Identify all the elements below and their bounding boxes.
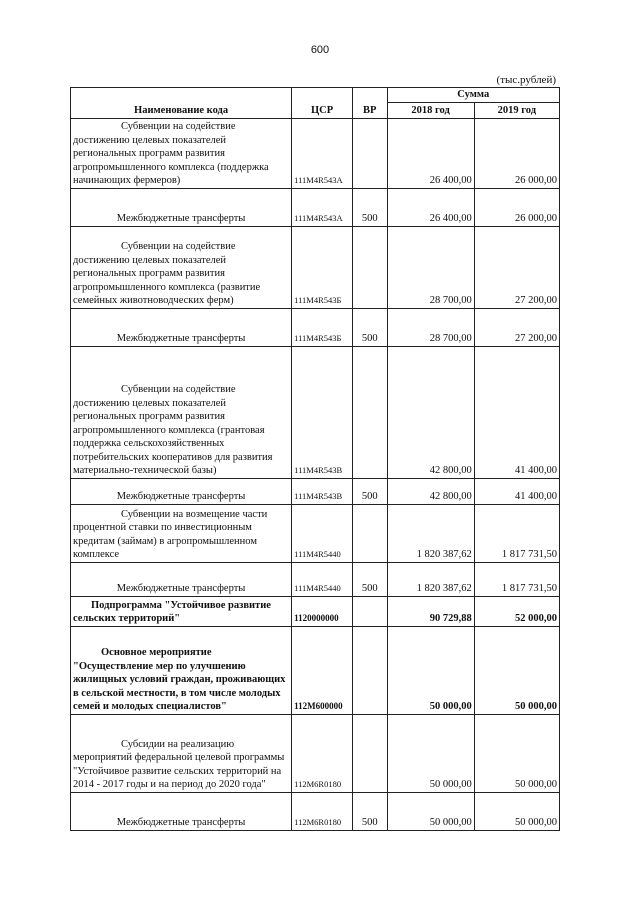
header-csr: ЦСР [292,88,353,119]
row-csr: 111M4R543A [292,118,353,188]
row-2019: 26 000,00 [474,118,559,188]
row-name: Межбюджетные трансферты [71,188,292,226]
row-vr [353,226,387,308]
header-sum: Сумма [387,88,560,103]
row-2019: 27 200,00 [474,226,559,308]
row-vr: 500 [353,792,387,830]
row-2018: 1 820 387,62 [387,504,474,562]
row-2018: 26 400,00 [387,118,474,188]
row-name: Основное мероприятие "Осуществление мер по улучшению жилищных условий граждан, проживающих в сельской местности, в том числе молодых семей и молодых специалистов" [71,626,292,714]
page-number: 600 [310,44,330,56]
row-vr [353,714,387,792]
row-2018: 26 400,00 [387,188,474,226]
row-2019: 1 817 731,50 [474,562,559,596]
row-2018: 90 729,88 [387,596,474,626]
row-2019: 41 400,00 [474,478,559,504]
row-name: Субвенции на содействие достижению целевых показателей региональных программ развития агропромышленного комплекса (развитие семейных животноводческих ферм) [71,226,292,308]
row-vr: 500 [353,188,387,226]
row-name: Межбюджетные трансферты [71,792,292,830]
row-csr: 111M4R543A [292,188,353,226]
units-label: (тыс.рублей) [496,74,556,86]
row-2019: 1 817 731,50 [474,504,559,562]
row-vr [353,346,387,478]
table-row [71,308,560,346]
row-2019: 50 000,00 [474,714,559,792]
table-row [71,596,560,626]
table-row [71,714,560,792]
table-row [71,188,560,226]
row-name: Субвенции на содействие достижению целевых показателей региональных программ развития агропромышленного комплекса (грантовая поддержка сельскохозяйственных потребительских кооперативов для развития материально-технической базы) [71,346,292,478]
row-vr [353,118,387,188]
table-row [71,118,560,188]
row-csr: 111M4R543B [292,346,353,478]
table-row [71,478,560,504]
header-2019: 2019 год [474,102,559,118]
row-2018: 1 820 387,62 [387,562,474,596]
row-2018: 50 000,00 [387,792,474,830]
row-2019: 41 400,00 [474,346,559,478]
row-2019: 52 000,00 [474,596,559,626]
row-2018: 42 800,00 [387,346,474,478]
row-csr: 112M600000 [292,626,353,714]
table-row [71,626,560,714]
row-name: Субвенции на содействие достижению целевых показателей региональных программ развития агропромышленного комплекса (поддержка начинающих фермеров) [71,118,292,188]
row-2019: 50 000,00 [474,792,559,830]
row-csr: 111M4R543Б [292,308,353,346]
row-csr: 112M6R0180 [292,792,353,830]
row-vr: 500 [353,308,387,346]
table-row [71,504,560,562]
row-name: Межбюджетные трансферты [71,562,292,596]
row-2018: 28 700,00 [387,308,474,346]
header-name: Наименование кода [71,88,292,119]
row-csr: 112M6R0180 [292,714,353,792]
row-2018: 28 700,00 [387,226,474,308]
row-csr: 111M4R5440 [292,562,353,596]
row-name: Подпрограмма "Устойчивое развитие сельских территорий" [71,596,292,626]
row-csr: 1120000000 [292,596,353,626]
table-row [71,226,560,308]
budget-table [70,87,560,831]
row-name: Межбюджетные трансферты [71,478,292,504]
table-row [71,562,560,596]
table-row [71,346,560,478]
row-vr: 500 [353,478,387,504]
table-row [71,792,560,830]
header-2018: 2018 год [387,102,474,118]
row-2018: 50 000,00 [387,714,474,792]
row-2018: 42 800,00 [387,478,474,504]
row-2019: 27 200,00 [474,308,559,346]
row-2019: 26 000,00 [474,188,559,226]
row-csr: 111M4R5440 [292,504,353,562]
header-vr: ВР [353,88,387,119]
row-name: Субвенции на возмещение части процентной ставки по инвестиционным кредитам (займам) в агропромышленном комплексе [71,504,292,562]
row-vr [353,596,387,626]
row-vr [353,626,387,714]
row-vr: 500 [353,562,387,596]
row-name: Субсидии на реализацию мероприятий федеральной целевой программы "Устойчивое развитие сельских территорий на 2014 - 2017 годы и на период до 2020 года" [71,714,292,792]
row-2018: 50 000,00 [387,626,474,714]
row-csr: 111M4R543B [292,478,353,504]
row-2019: 50 000,00 [474,626,559,714]
row-name: Межбюджетные трансферты [71,308,292,346]
row-csr: 111M4R543Б [292,226,353,308]
row-vr [353,504,387,562]
